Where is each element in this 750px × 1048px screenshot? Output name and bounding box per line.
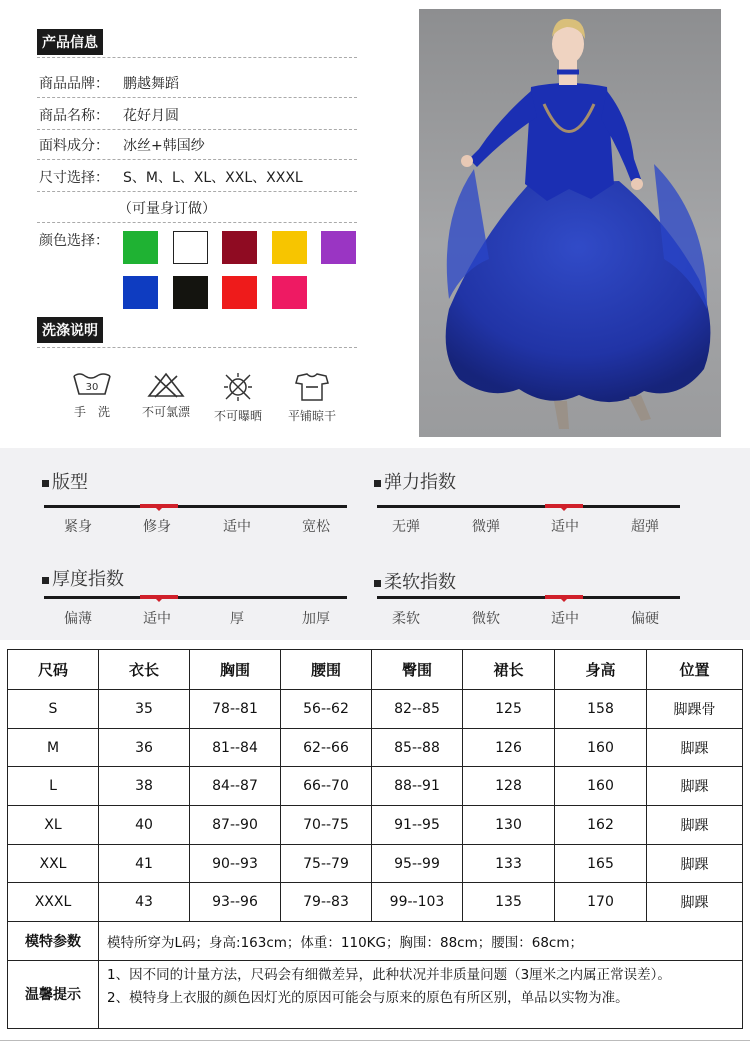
color-swatch[interactable] — [173, 231, 208, 264]
size-cell: M — [8, 728, 99, 767]
index-title-text: 版型 — [52, 472, 88, 493]
column-header: 腰围 — [281, 650, 372, 690]
size-cell: 78--81 — [190, 690, 281, 729]
size-cell: 93--96 — [190, 883, 281, 922]
no-sun-dry-icon — [218, 372, 258, 402]
info-key: 商品名称： — [39, 108, 109, 124]
color-swatch[interactable] — [321, 231, 356, 264]
size-cell: 66--70 — [281, 767, 372, 806]
level-label: 紧身 — [64, 519, 92, 535]
index-title-thickness — [42, 565, 124, 591]
info-row-brand — [39, 73, 179, 93]
size-cell: 85--88 — [372, 728, 463, 767]
size-table-body — [8, 690, 743, 922]
size-cell: 158 — [555, 690, 647, 729]
size-cell: 133 — [463, 844, 555, 883]
size-cell: XL — [8, 806, 99, 845]
model-params-text: 模特所穿为L码；身高:163cm；体重：110KG；胸围：88cm；腰围：68cm； — [99, 922, 743, 961]
color-label: 颜色选择： — [39, 233, 109, 249]
column-header: 尺码 — [8, 650, 99, 690]
level-label: 偏硬 — [631, 611, 659, 627]
size-cell: 35 — [99, 690, 190, 729]
divider — [37, 159, 357, 160]
selected-level-marker — [545, 595, 583, 599]
size-cell: S — [8, 690, 99, 729]
index-title-stretch — [374, 468, 456, 494]
size-cell: 165 — [555, 844, 647, 883]
bullet-square — [374, 580, 381, 587]
size-cell: 43 — [99, 883, 190, 922]
size-cell: 脚踝 — [647, 844, 743, 883]
care-label: 不可曝晒 — [213, 409, 262, 423]
column-header: 身高 — [555, 650, 647, 690]
bottom-divider — [0, 1040, 750, 1041]
size-row — [8, 690, 743, 729]
model-params-label: 模特参数 — [8, 922, 99, 961]
care-label: 手 洗 — [73, 405, 110, 419]
info-row-name — [39, 105, 179, 125]
size-cell: 128 — [463, 767, 555, 806]
size-table-header-row — [8, 650, 743, 690]
size-cell: XXXL — [8, 883, 99, 922]
size-row — [8, 806, 743, 845]
size-cell: 126 — [463, 728, 555, 767]
level-label: 宽松 — [302, 519, 330, 535]
size-cell: 95--99 — [372, 844, 463, 883]
size-cell: 70--75 — [281, 806, 372, 845]
custom-size-note: （可量身订做） — [118, 201, 216, 217]
product-info-header: 产品信息 — [37, 29, 103, 55]
divider — [37, 129, 357, 130]
size-cell: 91--95 — [372, 806, 463, 845]
column-header: 裙长 — [463, 650, 555, 690]
size-cell: L — [8, 767, 99, 806]
column-header: 胸围 — [190, 650, 281, 690]
size-row — [8, 883, 743, 922]
column-header: 臀围 — [372, 650, 463, 690]
index-title-fit — [42, 468, 88, 494]
divider — [37, 57, 357, 58]
no-bleach-icon — [146, 372, 186, 398]
size-row — [8, 728, 743, 767]
level-label: 适中 — [551, 519, 579, 535]
hand-wash-30-icon — [71, 372, 113, 398]
info-value: S、M、L、XL、XXL、XXXL — [123, 170, 303, 186]
info-key: 面料成分： — [39, 138, 109, 154]
level-label: 适中 — [223, 519, 251, 535]
size-cell: XXL — [8, 844, 99, 883]
care-header: 洗涤说明 — [37, 317, 103, 343]
level-label: 微软 — [472, 611, 500, 627]
size-table — [7, 649, 743, 1029]
color-swatch[interactable] — [222, 276, 257, 309]
divider — [37, 347, 357, 348]
size-cell: 38 — [99, 767, 190, 806]
color-swatch[interactable] — [272, 276, 307, 309]
level-label: 厚 — [230, 611, 244, 627]
size-cell: 79--83 — [281, 883, 372, 922]
size-cell: 125 — [463, 690, 555, 729]
wash-temp: 30 — [85, 382, 99, 393]
level-label: 修身 — [143, 519, 171, 535]
care-item-flat-dry — [280, 372, 344, 424]
care-label: 平铺晾干 — [287, 409, 336, 423]
size-cell: 36 — [99, 728, 190, 767]
size-cell: 41 — [99, 844, 190, 883]
care-label: 不可氯漂 — [141, 405, 190, 419]
index-title-softness — [374, 568, 456, 594]
info-value: 花好月圆 — [123, 108, 179, 124]
index-title-text: 弹力指数 — [384, 472, 456, 493]
level-label: 超弹 — [631, 519, 659, 535]
size-cell: 135 — [463, 883, 555, 922]
size-cell: 75--79 — [281, 844, 372, 883]
bullet-square — [374, 480, 381, 487]
index-title-text: 柔软指数 — [384, 572, 456, 593]
info-value: 鹏越舞蹈 — [123, 76, 179, 92]
size-cell: 99--103 — [372, 883, 463, 922]
size-cell: 88--91 — [372, 767, 463, 806]
index-scale-bar — [44, 596, 347, 599]
color-swatch[interactable] — [123, 276, 158, 309]
index-scale-bar — [44, 505, 347, 508]
divider — [37, 222, 357, 223]
size-cell: 160 — [555, 728, 647, 767]
bullet-square — [42, 480, 49, 487]
size-row — [8, 767, 743, 806]
color-swatch[interactable] — [222, 231, 257, 264]
size-cell: 脚踝骨 — [647, 690, 743, 729]
size-cell: 130 — [463, 806, 555, 845]
flat-dry-icon — [292, 372, 332, 402]
model-params-row — [8, 922, 743, 961]
info-row-fabric — [39, 135, 205, 155]
tip-line: 1、因不同的计量方法，尺码会有细微差异，此种状况并非质量问题（3厘米之内属正常误差）。 — [107, 966, 671, 983]
size-cell: 40 — [99, 806, 190, 845]
size-cell: 84--87 — [190, 767, 281, 806]
color-swatch[interactable] — [173, 276, 208, 309]
level-label: 柔软 — [392, 611, 420, 627]
selected-level-marker — [140, 595, 178, 599]
size-cell: 脚踝 — [647, 728, 743, 767]
size-cell: 62--66 — [281, 728, 372, 767]
info-value: 冰丝+韩国纱 — [123, 138, 205, 154]
info-key: 尺寸选择： — [39, 170, 109, 186]
fit-index-panel — [0, 448, 750, 640]
divider — [37, 97, 357, 98]
level-label: 无弹 — [392, 519, 420, 535]
tips-row — [8, 960, 743, 1028]
level-label: 适中 — [143, 611, 171, 627]
tip-line: 2、模特身上衣服的颜色因灯光的原因可能会与原来的原色有所区别，单品以实物为准。 — [107, 989, 629, 1006]
level-label: 加厚 — [302, 611, 330, 627]
column-header: 位置 — [647, 650, 743, 690]
index-scale-bar — [377, 505, 680, 508]
care-item-hand-wash — [60, 372, 124, 420]
size-cell: 162 — [555, 806, 647, 845]
size-cell: 87--90 — [190, 806, 281, 845]
size-cell: 脚踝 — [647, 767, 743, 806]
size-cell: 脚踝 — [647, 883, 743, 922]
selected-level-marker — [545, 504, 583, 508]
color-swatch[interactable] — [123, 231, 158, 264]
size-cell: 56--62 — [281, 690, 372, 729]
tips-text — [99, 960, 743, 1028]
index-title-text: 厚度指数 — [52, 569, 124, 590]
info-key: 商品品牌： — [39, 76, 109, 92]
size-cell: 脚踝 — [647, 806, 743, 845]
size-cell: 160 — [555, 767, 647, 806]
divider — [37, 191, 357, 192]
size-cell: 82--85 — [372, 690, 463, 729]
product-photo — [419, 9, 721, 437]
level-label: 微弹 — [472, 519, 500, 535]
size-row — [8, 844, 743, 883]
tips-label: 温馨提示 — [8, 960, 99, 1028]
index-scale-bar — [377, 596, 680, 599]
care-item-no-sun — [206, 372, 270, 424]
level-label: 适中 — [551, 611, 579, 627]
color-swatch[interactable] — [272, 231, 307, 264]
care-item-no-bleach — [134, 372, 198, 420]
ballroom-dress-model-image — [419, 9, 721, 437]
column-header: 衣长 — [99, 650, 190, 690]
level-label: 偏薄 — [64, 611, 92, 627]
selected-level-marker — [140, 504, 178, 508]
info-row-sizes — [39, 167, 303, 187]
size-cell: 170 — [555, 883, 647, 922]
size-cell: 90--93 — [190, 844, 281, 883]
bullet-square — [42, 577, 49, 584]
size-cell: 81--84 — [190, 728, 281, 767]
product-info-section — [0, 0, 750, 448]
